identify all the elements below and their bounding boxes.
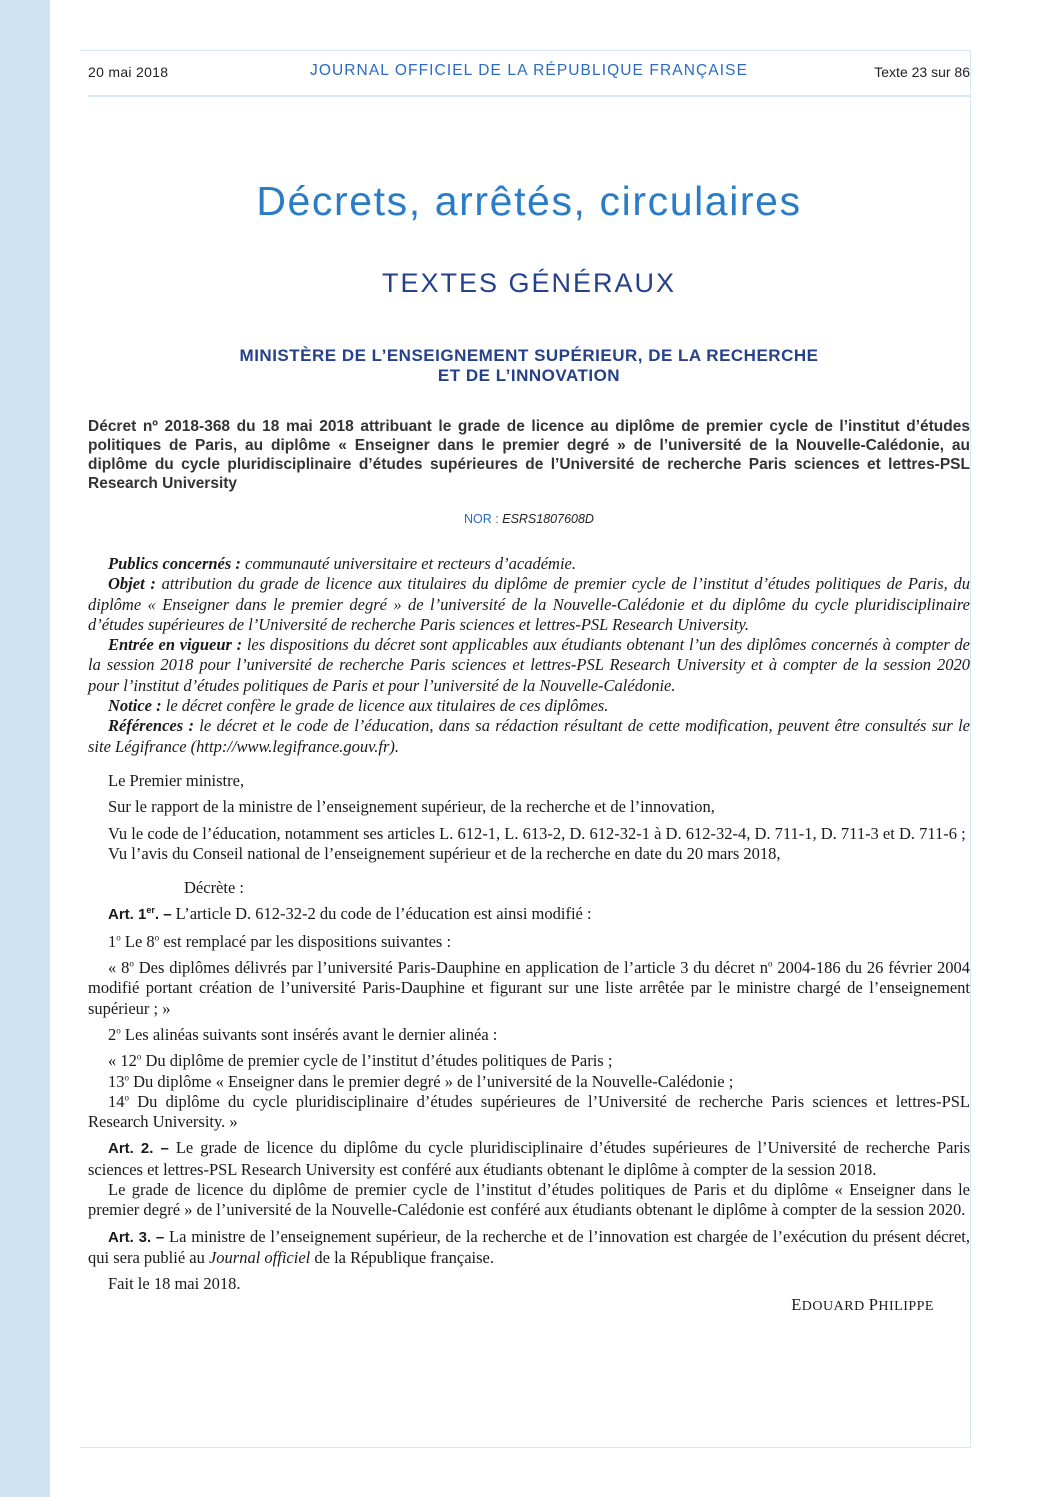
ministry-line-2: ET DE L’INNOVATION [437,366,621,385]
article-1-item-13: 13$^o$ Du diplôme « Enseigner dans le premier degré » de l’université de la Nouvelle-Calédonie ; [108,1071,734,1091]
nor-reference [88,512,970,526]
decrete: Décrète : [184,878,244,898]
preamble-line: Vu l’avis du Conseil national de l’enseignement supérieur et de la recherche en date du 20 mars 2018, [108,843,781,863]
article-1-intro: Art. 1er. – L’article D. 612-32-2 du code de l’éducation est ainsi modifié : [108,904,592,924]
signature: EDOUARD PHILIPPE [791,1294,934,1314]
article-1-label: Art. 1er. – [108,905,172,924]
decree-title: Décret nº 2018-368 du 18 mai 2018 attribuant le grade de licence au diplôme de premier cycle de l’institut d’études politiques de Paris, au diplôme « Enseigner dans le premier degré » de l’université de la Nouvelle-Calédonie, au diplôme du cycle pluridisciplinaire d’études supérieures de l’Université de recherche Paris sciences et lettres-PSL Research University [88,418,970,492]
header-divider [88,95,970,97]
side-band [0,0,50,1497]
summary-text: le décret et le code de l’éducation, dans sa rédaction résultant de cette modification, peuvent être consultés sur le site Légifrance (http://www.legifrance.gouv.fr). [88,716,971,756]
article-2-label: Art. 2. – [108,1140,169,1158]
summary-item [88,716,970,757]
summary-label: Publics concernés : [108,554,241,573]
summary-label: Objet : [108,574,156,594]
summary-item [88,554,970,574]
nor-value: ESRS1807608D [502,512,594,526]
preamble-line: Sur le rapport de la ministre de l’enseignement supérieur, de la recherche et de l’innovation, [108,797,715,817]
decree-body [88,554,970,1317]
summary-label: Entrée en vigueur : [108,635,243,655]
ministry-heading [150,346,908,386]
summary-item [88,696,970,716]
article-1-item-12: « 12$^o$ Du diplôme de premier cycle de l’institut d’études politiques de Paris ; [108,1051,613,1071]
page-title: Décrets, arrêtés, circulaires [256,178,802,224]
article-2-para-2: Le grade de licence du diplôme de premier cycle de l’institut d’études politiques de Paris et du diplôme « Enseigner dans le premier degré » de l’université de la Nouvelle-Calédonie est conféré aux étudiants obtenant le diplôme à compter de la session 2020. [88,1180,970,1220]
article-3-label: Art. 3. – [108,1228,165,1246]
summary-item [88,574,970,635]
summary-label: Notice : [108,696,162,716]
article-3: Art. 3. – La ministre de l’enseignement supérieur, de la recherche et de l’innovation est chargée de l’exécution du présent décret, qui sera publié au Journal officiel de la République française. [88,1226,970,1267]
summary-block [88,554,970,757]
closing-line: Fait le 18 mai 2018. [108,1274,241,1294]
summary-text: le décret confère le grade de licence aux titulaires de ces diplômes. [165,696,609,716]
summary-text: attribution du grade de licence aux titulaires du diplôme de premier cycle de l’institut d’études politiques de Paris, du diplôme « Enseigner dans le premier degré » de l’université de la Nouvelle-Calédonie et du diplôme du cycle pluridisciplinaire d’études supérieures de l’Université de recherche Paris sciences et lettres-PSL Research University. [88,574,970,634]
article-2-para-1: Art. 2. – Le grade de licence du diplôme du cycle pluridisciplinaire d’études supérieures de l’Université de recherche Paris sciences et lettres-PSL Research University est conféré aux étudiants obtenant le diplôme à compter de la session 2018. [88,1138,970,1179]
nor-label: NOR : [464,512,499,526]
summary-label: Références : [108,716,194,736]
header-date: 20 mai 2018 [88,64,169,80]
header-journal: JOURNAL OFFICIEL DE LA RÉPUBLIQUE FRANÇAISE [309,62,749,79]
article-1-point-2: 2$^o$ Les alinéas suivants sont insérés avant le dernier alinéa : [108,1024,498,1044]
header-texte: Texte 23 sur 86 [874,64,970,80]
section-title: TEXTES GÉNÉRAUX [381,268,677,298]
page-header [88,62,970,84]
summary-text: les dispositions du décret sont applicables aux étudiants obtenant l’un des diplômes concernés à compter de la session 2018 pour l’université de recherche Paris sciences et lettres-PSL Research University et à compter de la session 2020 pour l’institut d’études politiques de Paris et pour l’université de la Nouvelle-Calédonie. [88,635,970,695]
ministry-line-1: MINISTÈRE DE L’ENSEIGNEMENT SUPÉRIEUR, DE LA RECHERCHE [239,346,819,365]
preamble-line: Le Premier ministre, [108,770,245,790]
summary-text: communauté universitaire et recteurs d’académie. [245,554,577,573]
article-1-point-1: 1$^o$ Le 8$^o$ est remplacé par les dispositions suivantes : [108,931,452,951]
article-1-item-14: 14$^o$ Du diplôme du cycle pluridisciplinaire d’études supérieures de l’Université de recherche Paris sciences et lettres-PSL Research University. » [88,1091,970,1132]
article-1-quote-8: « 8$^o$ Des diplômes délivrés par l’université Paris-Dauphine en application de l’article 3 du décret $n^o$ 2004-186 du 26 février 2004 modifié portant création de l’université Paris-Dauphine et figurant sur une liste arrêtée par le ministre chargé de l’enseignement supérieur ; » [88,958,971,1018]
preamble-line: Vu le code de l’éducation, notamment ses articles L. 612-1, L. 613-2, D. 612-32-1 à D. 612-32-4, D. 711-1, D. 711-3 et D. 711-6 ; [108,823,966,843]
summary-item [88,635,970,696]
